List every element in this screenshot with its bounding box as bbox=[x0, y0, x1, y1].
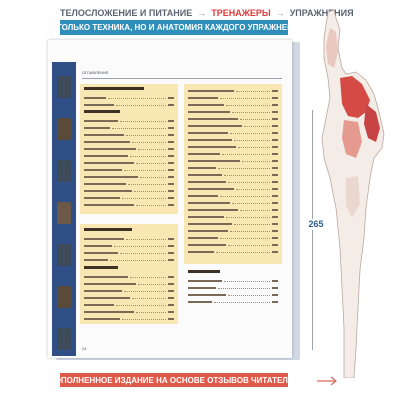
toc-line bbox=[84, 280, 174, 285]
toc-line bbox=[188, 164, 278, 169]
toc-line bbox=[188, 178, 278, 183]
toc-line bbox=[84, 101, 174, 106]
toc-column-left bbox=[80, 84, 178, 344]
feature-banner-top: НЕ ТОЛЬКО ТЕХНИКА, НО И АНАТОМИЯ КАЖДОГО УПРАЖНЕНИЯ bbox=[60, 20, 288, 35]
toc-line bbox=[84, 273, 174, 278]
toc-line bbox=[84, 308, 174, 313]
toc-line bbox=[188, 136, 278, 141]
toc-section-heading bbox=[84, 266, 118, 269]
toc-line bbox=[188, 298, 278, 303]
toc-line bbox=[188, 108, 278, 113]
toc-line bbox=[188, 248, 278, 253]
toc-line bbox=[84, 138, 174, 143]
exercise-photo bbox=[57, 202, 71, 224]
toc-line bbox=[84, 159, 174, 164]
toc-line bbox=[188, 122, 278, 127]
toc-section-heading bbox=[188, 270, 220, 273]
toc-line bbox=[84, 131, 174, 136]
toc-section-heading bbox=[84, 110, 120, 113]
height-dimension-label: 265 bbox=[305, 219, 327, 230]
toc-column-right bbox=[184, 84, 282, 344]
toc-content bbox=[80, 84, 284, 344]
book-page bbox=[48, 40, 292, 358]
height-dimension-line bbox=[312, 110, 313, 350]
exercise-photo bbox=[57, 160, 71, 182]
toc-line bbox=[188, 143, 278, 148]
page-runner-title: ОГЛАВЛЕНИЕ bbox=[82, 70, 109, 75]
toc-line bbox=[188, 192, 278, 197]
feature-banner-bottom: ДОПОЛНЕННОЕ ИЗДАНИЕ НА ОСНОВЕ ОТЗЫВОВ ЧИТАТЕЛЕЙ bbox=[60, 373, 288, 387]
exercise-photo bbox=[57, 328, 71, 350]
toc-line bbox=[84, 94, 174, 99]
toc-line bbox=[84, 124, 174, 129]
toc-line bbox=[84, 145, 174, 150]
toc-line bbox=[84, 256, 174, 261]
toc-line bbox=[84, 180, 174, 185]
exercise-photo bbox=[57, 76, 71, 98]
book-mockup bbox=[48, 40, 298, 360]
toc-line bbox=[84, 201, 174, 206]
photo-strip bbox=[52, 62, 76, 356]
toc-line bbox=[188, 206, 278, 211]
toc-line bbox=[84, 235, 174, 240]
arrow-right-icon[interactable] bbox=[316, 376, 338, 386]
toc-line bbox=[188, 129, 278, 134]
toc-line bbox=[188, 150, 278, 155]
toc-line bbox=[84, 152, 174, 157]
top-nav bbox=[60, 6, 354, 20]
toc-line bbox=[84, 287, 174, 292]
toc-line bbox=[84, 117, 174, 122]
toc-line bbox=[188, 284, 278, 289]
page-number: 24 bbox=[82, 346, 87, 351]
toc-line bbox=[188, 171, 278, 176]
toc-section-heading bbox=[84, 228, 132, 231]
exercise-photo bbox=[57, 118, 71, 140]
toc-line bbox=[84, 294, 174, 299]
nav-arrow-icon: → bbox=[197, 8, 207, 18]
toc-line bbox=[188, 185, 278, 190]
toc-line bbox=[84, 194, 174, 199]
toc-line bbox=[188, 291, 278, 296]
toc-line bbox=[188, 277, 278, 282]
toc-line bbox=[84, 315, 174, 320]
toc-line bbox=[188, 157, 278, 162]
runner-rule bbox=[82, 78, 282, 79]
toc-line bbox=[84, 301, 174, 306]
toc-line bbox=[188, 199, 278, 204]
toc-line bbox=[84, 249, 174, 254]
exercise-photo bbox=[57, 286, 71, 308]
toc-line bbox=[188, 234, 278, 239]
nav-item-exercises[interactable]: УПРАЖНЕНИЯ bbox=[289, 8, 354, 18]
toc-line bbox=[188, 213, 278, 218]
toc-line bbox=[188, 101, 278, 106]
toc-line bbox=[188, 227, 278, 232]
toc-line bbox=[84, 173, 174, 178]
nav-item-nutrition[interactable]: ТЕЛОСЛОЖЕНИЕ И ПИТАНИЕ bbox=[60, 8, 193, 18]
nav-item-machines[interactable]: ТРЕНАЖЕРЫ bbox=[211, 8, 271, 18]
exercise-photo bbox=[57, 244, 71, 266]
toc-line bbox=[188, 241, 278, 246]
muscle-anatomy-figure bbox=[300, 8, 400, 378]
toc-line bbox=[188, 115, 278, 120]
toc-line bbox=[84, 242, 174, 247]
nav-arrow-icon: → bbox=[275, 8, 285, 18]
toc-line bbox=[188, 220, 278, 225]
toc-line bbox=[188, 87, 278, 92]
toc-line bbox=[84, 166, 174, 171]
toc-line bbox=[84, 187, 174, 192]
toc-line bbox=[188, 94, 278, 99]
toc-section-heading bbox=[84, 87, 144, 90]
